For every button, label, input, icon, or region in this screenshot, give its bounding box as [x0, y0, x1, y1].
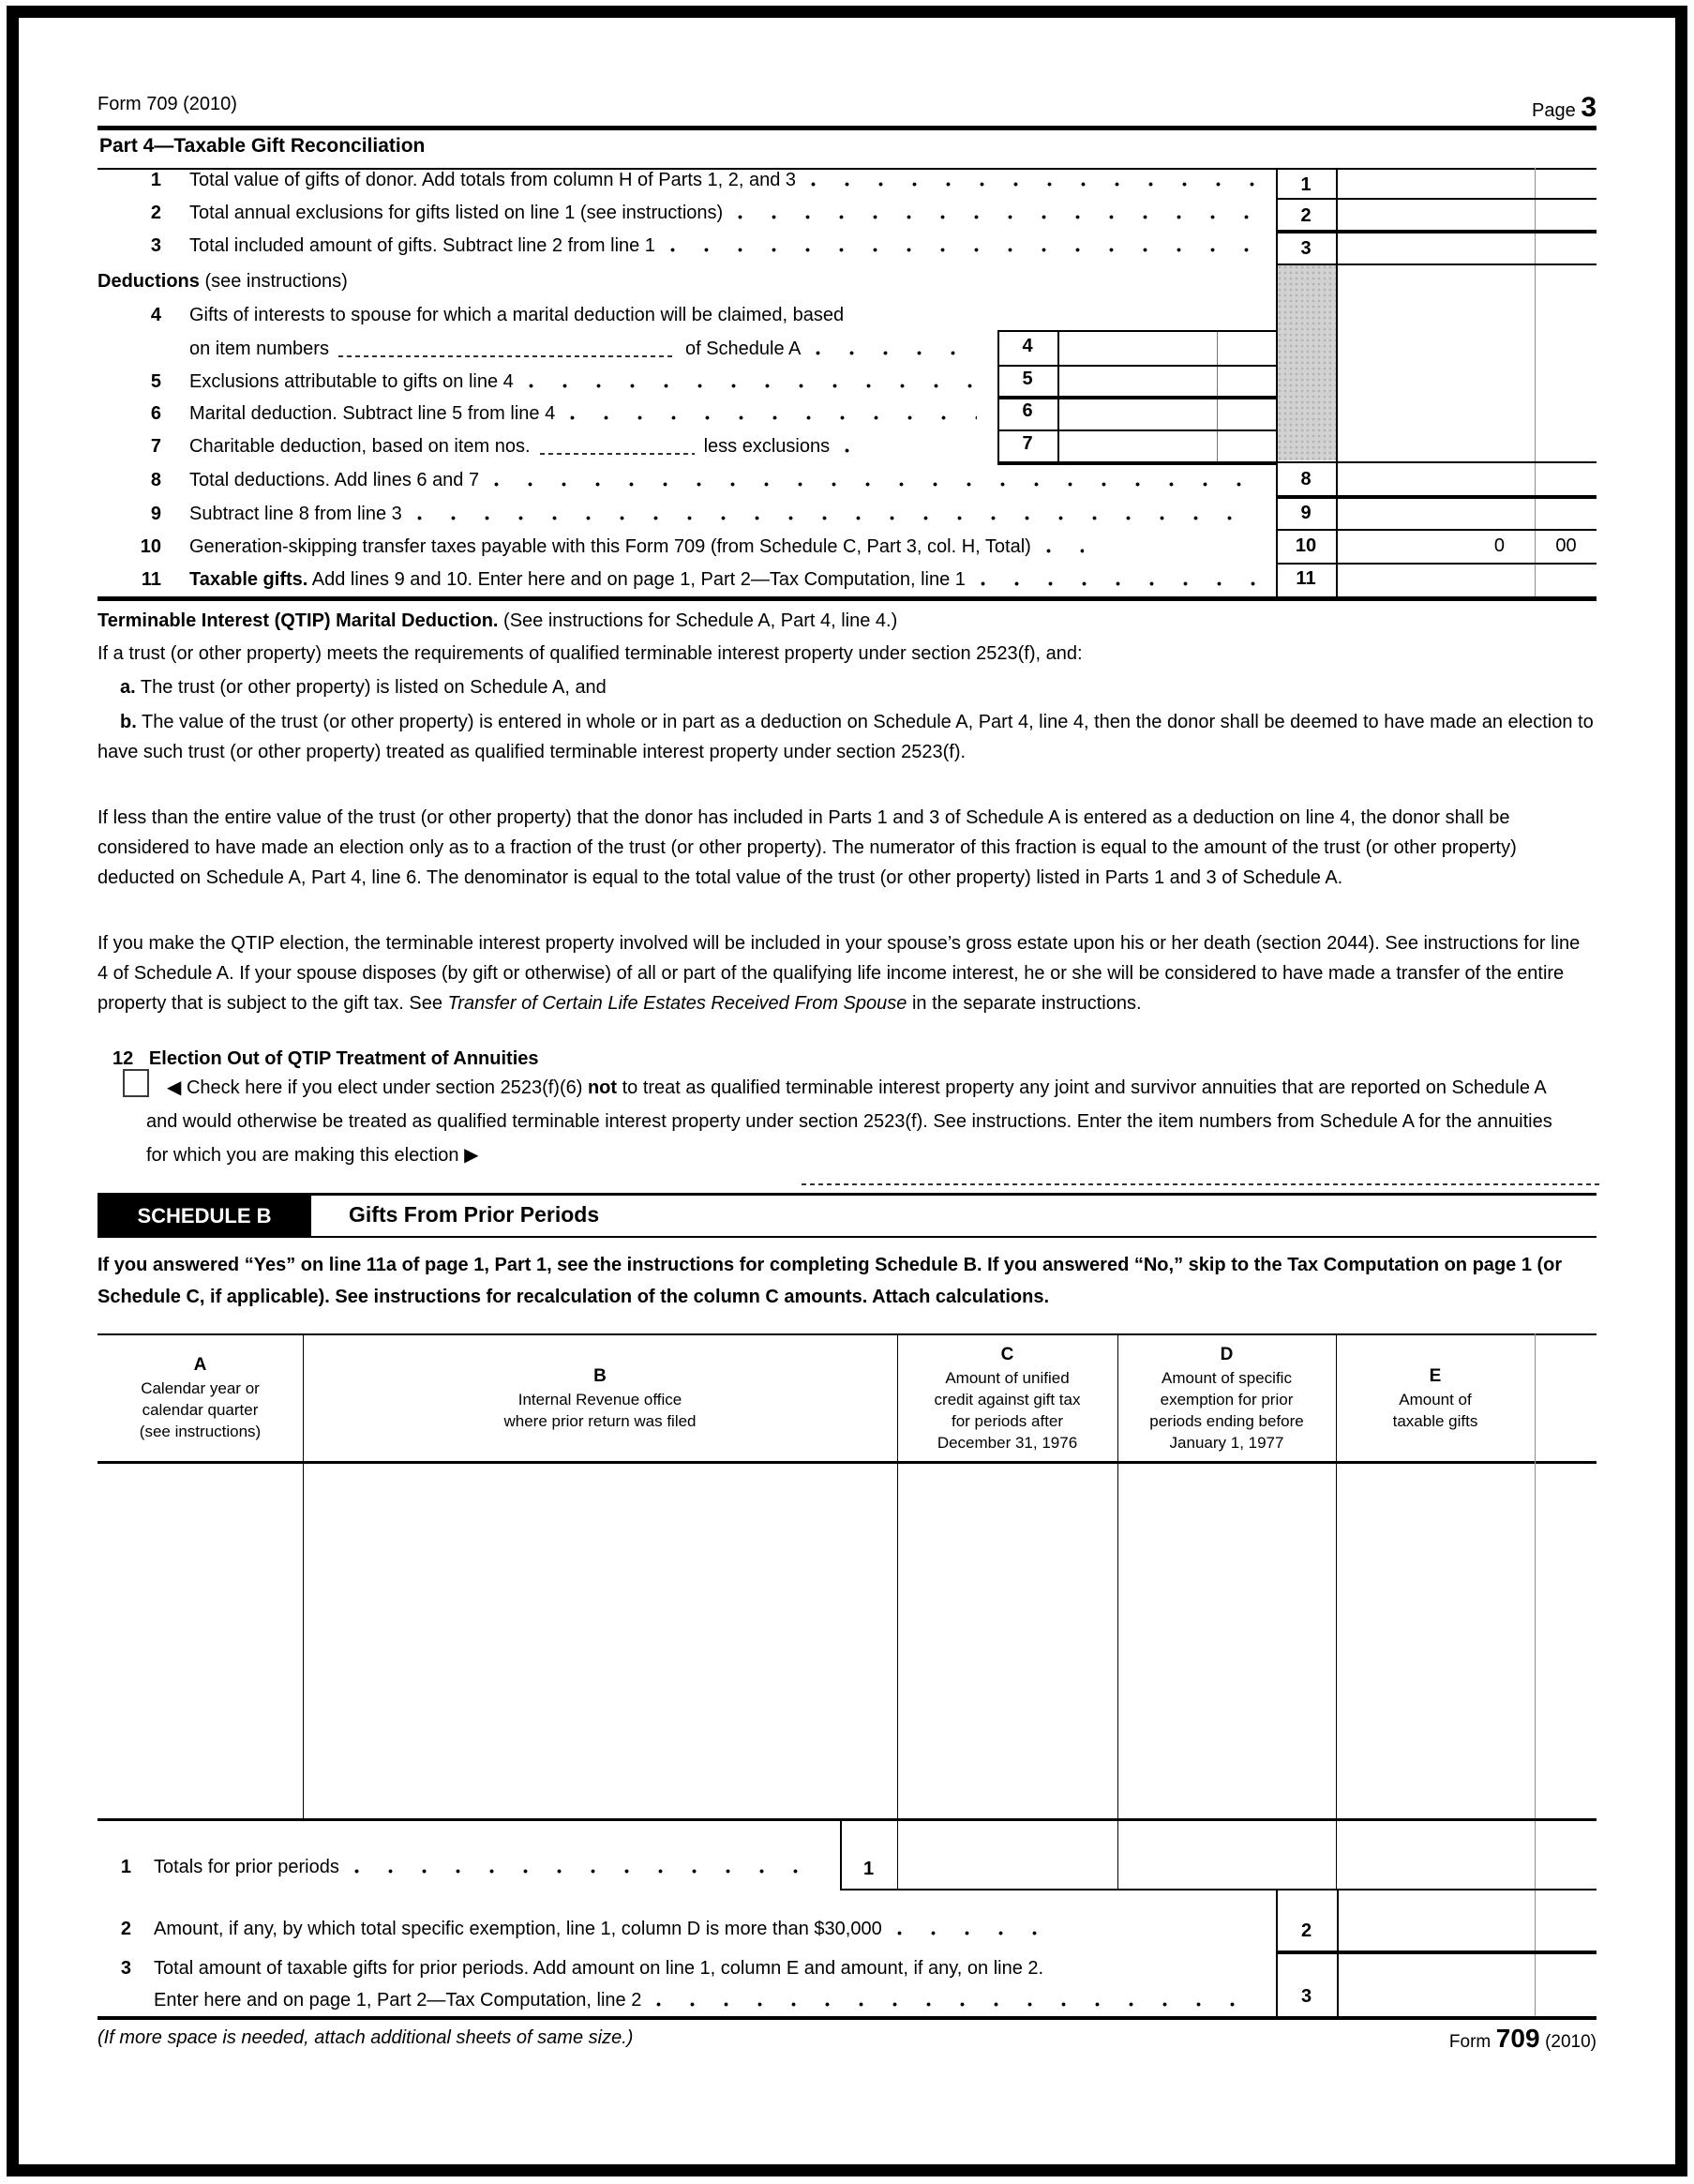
dot-leader [816, 351, 977, 355]
dot-leader [897, 1931, 1057, 1935]
item-a-text: The trust (or other property) is listed on Schedule A, and [135, 677, 607, 698]
part4-row-1 [97, 170, 1266, 191]
line-number: 7 [150, 436, 161, 457]
line-label-bold: Taxable gifts. [189, 569, 308, 590]
line1-box-number: 1 [1300, 174, 1312, 195]
footer-form-word: Form [1448, 2032, 1492, 2052]
qtip-heading-rest: (See instructions for Schedule A, Part 4, line 4.) [498, 610, 898, 631]
part4-title: Part 4—Taxable Gift Reconciliation [99, 135, 426, 157]
item-a-bold: a. [120, 677, 136, 698]
line-label: Subtract line 8 from line 3 [189, 504, 402, 524]
qtip-fraction-paragraph: If less than the entire value of the trust (or other property) that the donor has included in Parts 1 and 3 of Schedule A is entered as a deduction on line 4, the donor shall be considered to have made an election only as to a fraction of the trust (or other property). The numerator of this fraction is equal to the amount of the trust (or other property) deducted on Schedule A, Part 4, line 6. The denominator is equal to the total value of the trust (or other property) listed in Parts 1 and 3 of Schedule A. [97, 807, 1517, 888]
schedule-b-row-3-line1 [97, 1958, 1266, 1980]
grid-line [1276, 198, 1597, 200]
line8-box-number: 8 [1300, 469, 1312, 490]
line-number: 2 [150, 203, 161, 223]
footer-form-number: 709 [1495, 2024, 1540, 2053]
line6-box-number: 6 [1022, 400, 1033, 421]
footer-form-id [1312, 2024, 1597, 2054]
line-label: Charitable deduction, based on item nos. [189, 436, 531, 457]
grid-line [997, 429, 1278, 431]
schedule-b-row-2 [97, 1919, 1266, 1940]
dot-leader [811, 182, 1258, 187]
line11-box-number: 11 [1296, 568, 1316, 589]
grid-line [997, 330, 1278, 332]
line-label: Total amount of taxable gifts for prior periods. Add amount on line 1, column E and amount, if any, on line 2. [154, 1958, 1044, 1979]
column-letter: D [1220, 1344, 1234, 1364]
line-label: Total included amount of gifts. Subtract line 2 from line 1 [189, 235, 655, 256]
dot-leader [656, 2002, 1258, 2007]
column-desc: December 31, 1976 [937, 1433, 1078, 1452]
dot-leader [845, 448, 873, 453]
grid-line [1276, 529, 1597, 531]
line-label: Add lines 9 and 10. Enter here and on page 1, Part 2—Tax Computation, line 1 [307, 569, 966, 590]
line-label: on item numbers [189, 339, 329, 359]
dot-leader [981, 581, 1258, 586]
part4-row-7 [97, 436, 984, 458]
election-text-end: in the separate instructions. [907, 993, 1142, 1014]
dot-leader [417, 516, 1258, 520]
schedule-b-row-3-line2 [97, 1990, 1266, 2011]
column-desc: January 1, 1977 [1169, 1433, 1284, 1452]
page-number: 3 [1581, 92, 1597, 123]
page-indicator [1462, 92, 1597, 124]
line-number: 4 [150, 305, 161, 325]
column-letter: B [593, 1365, 607, 1386]
section-end-rule [97, 596, 1597, 601]
rule [97, 126, 1597, 130]
line-number: 9 [150, 504, 161, 524]
line-label: of Schedule A [684, 339, 802, 359]
line-label: Generation-skipping transfer taxes payable with this Form 709 (from Schedule C, Part 3, col. H, Total) [189, 536, 1031, 557]
line3-box-number: 3 [1300, 238, 1312, 259]
shaded-cell [1278, 265, 1336, 460]
column-letter: A [193, 1355, 207, 1375]
page-word: Page [1532, 100, 1576, 121]
cents-divider [1535, 1333, 1536, 2016]
part4-row-3 [97, 235, 1266, 257]
form-number-header: Form 709 (2010) [97, 94, 237, 114]
column-desc: Internal Revenue office [517, 1390, 682, 1408]
line-label: Exclusions attributable to gifts on line 4 [189, 371, 514, 392]
column-header-c [897, 1335, 1117, 1461]
line10-cents-value[interactable]: 00 [1555, 535, 1577, 556]
schedule-b-line3-box-number: 3 [1300, 1986, 1312, 2007]
line-number: 5 [150, 371, 161, 392]
line10-amount-value[interactable]: 0 [1493, 535, 1505, 556]
part4-row-10 [97, 536, 1266, 558]
qtip-heading [97, 606, 1594, 636]
column-desc: Amount of [1399, 1390, 1472, 1408]
dot-leader [570, 415, 977, 420]
line-label: less exclusions [703, 436, 831, 457]
schedule-b-title: Gifts From Prior Periods [349, 1202, 600, 1227]
grid-line [997, 365, 1278, 367]
election-italic-text: Transfer of Certain Life Estates Received From Spouse [447, 993, 907, 1014]
right-arrow-icon: ▶ [464, 1145, 479, 1166]
dot-leader [494, 482, 1258, 487]
rule [97, 1236, 1597, 1238]
column-desc: Calendar year or [141, 1379, 260, 1397]
part4-row-5 [97, 371, 984, 393]
column-desc: taxable gifts [1392, 1411, 1478, 1430]
deductions-heading [97, 271, 348, 293]
line-label: Enter here and on page 1, Part 2—Tax Computation, line 2 [154, 1990, 642, 2011]
schedule-b-line2-box-number: 2 [1300, 1920, 1312, 1941]
item-nos-blank[interactable] [540, 453, 695, 455]
dot-leader [1046, 549, 1084, 553]
line-number: 3 [120, 1958, 131, 1979]
part4-row-8 [97, 470, 1266, 491]
grid-line [1276, 230, 1597, 233]
column-desc: Amount of unified [945, 1368, 1070, 1387]
line-label: Gifts of interests to spouse for which a marital deduction will be claimed, based [189, 305, 845, 325]
grid-line [1276, 1951, 1597, 1954]
column-desc: where prior return was filed [503, 1411, 697, 1430]
grid-line [897, 1333, 898, 1889]
line-number: 2 [120, 1919, 131, 1939]
line-label: Total value of gifts of donor. Add totals from column H of Parts 1, 2, and 3 [189, 170, 797, 190]
dot-leader [354, 1869, 821, 1874]
column-letter: E [1429, 1365, 1442, 1386]
part4-row-6 [97, 403, 984, 425]
part4-row-11 [97, 569, 1266, 591]
column-desc: credit against gift tax [934, 1390, 1081, 1408]
line10-box-number: 10 [1295, 535, 1317, 556]
part4-row-4-line1 [97, 305, 984, 326]
deductions-note: (see instructions) [199, 271, 348, 292]
column-desc: exemption for prior [1160, 1390, 1294, 1408]
qtip-heading-bold: Terminable Interest (QTIP) Marital Deduction. [97, 610, 499, 631]
part4-row-4-line2 [97, 339, 984, 360]
schedule-b-line1-box-number: 1 [862, 1859, 875, 1879]
part4-row-9 [97, 504, 1266, 525]
qtip-item-a [97, 672, 1594, 702]
check-text: to treat as qualified terminable interest property any joint and survivor annuities that are reported on Schedule A and would otherwise be treated as qualified terminable interest property under section 2523(f). See instructions. Enter the item numbers from Schedule A for the annuities for which you are making this election [146, 1077, 1552, 1166]
election-text: If you make the QTIP election, the terminable interest property involved will be included in your spouse’s gross estate upon his or her death (section 2044). See instructions for line 4 of Schedule A. If your spouse disposes (by gift or otherwise) of all or part of the qualifying life income interest, he or she will be considered to have made a transfer of the entire property that is subject to the gift tax. See [97, 933, 1581, 1014]
dot-leader [738, 215, 1258, 219]
grid-line [840, 1889, 1597, 1890]
grid-line [997, 461, 1278, 465]
line-number: 8 [150, 470, 161, 490]
schedule-b-bottom-rule [97, 2016, 1597, 2020]
column-desc: (see instructions) [139, 1423, 262, 1440]
column-header-d [1117, 1335, 1336, 1461]
line5-box-number: 5 [1022, 369, 1033, 389]
line7-box-number: 7 [1022, 433, 1033, 454]
dot-leader [670, 248, 1258, 252]
grid-line [997, 396, 1278, 399]
line-label: Total deductions. Add lines 6 and 7 [189, 470, 480, 490]
part4-row-2 [97, 203, 1266, 224]
column-letter: C [1000, 1344, 1014, 1364]
line-number: 1 [120, 1857, 131, 1877]
column-desc: Amount of specific [1162, 1368, 1292, 1387]
qtip-item-b [97, 707, 1594, 767]
line-number: 1 [150, 170, 161, 190]
grid-line [1336, 1333, 1337, 1889]
line2-box-number: 2 [1300, 205, 1312, 226]
column-desc: for periods after [951, 1411, 1064, 1430]
line4-box-number: 4 [1022, 336, 1033, 356]
line-number: 3 [150, 235, 161, 256]
column-header-b [303, 1335, 897, 1461]
item-b-bold: b. [120, 712, 137, 732]
item-b-text: The value of the trust (or other property) is entered in whole or in part as a deduction on Schedule A, Part 4, line 4, then the donor shall be deemed to have made an election to have such trust (or other property) treated as qualified terminable interest property under section 2523(f). [97, 712, 1594, 762]
schedule-b-row-1 [97, 1857, 829, 1878]
line-label: Totals for prior periods [154, 1857, 339, 1877]
column-header-e [1336, 1335, 1535, 1461]
line-number: 11 [141, 569, 161, 590]
qtip-intro: If a trust (or other property) meets the requirements of qualified terminable interest property under section 2523(f), and: [97, 643, 1083, 664]
section12-heading [112, 1048, 539, 1070]
footer-form-year: (2010) [1545, 2032, 1597, 2052]
election-item-numbers-blank[interactable] [802, 1183, 1603, 1185]
grid-line [1117, 1333, 1118, 1889]
line-number: 12 [112, 1048, 134, 1069]
line-label: Marital deduction. Subtract line 5 from line 4 [189, 403, 556, 424]
section12-text [146, 1071, 1567, 1172]
grid-line [1276, 461, 1597, 463]
left-arrow-icon: ◀ [167, 1077, 182, 1098]
item-numbers-blank[interactable] [338, 355, 676, 357]
column-header-a [97, 1335, 303, 1461]
line-number: 10 [140, 536, 161, 557]
footer-note: (If more space is needed, attach additional sheets of same size.) [97, 2027, 634, 2048]
column-desc: periods ending before [1149, 1411, 1304, 1430]
check-text: Check here if you elect under section 2523(f)(6) [181, 1077, 588, 1098]
grid-line [1276, 264, 1597, 265]
line-label: Total annual exclusions for gifts listed on line 1 (see instructions) [189, 203, 724, 223]
rule [97, 1193, 1597, 1196]
schedule-b-instructions: If you answered “Yes” on line 11a of page 1, Part 1, see the instructions for completing Schedule B. If you answered “No,” skip to the Tax Computation on page 1 (or Schedule C, if applicable). See instructions for recalculation of the column C amounts. Attach calculations. [97, 1255, 1563, 1307]
check-text-bold: not [587, 1077, 618, 1098]
dot-leader [529, 384, 977, 388]
grid-line [1276, 495, 1597, 499]
qtip-election-checkbox[interactable] [123, 1069, 149, 1097]
column-desc: calendar quarter [142, 1401, 259, 1419]
grid-line [1276, 563, 1597, 565]
grid-line [97, 1818, 1597, 1821]
qtip-election-paragraph [97, 928, 1594, 1018]
section12-title: Election Out of QTIP Treatment of Annuities [148, 1048, 539, 1069]
prior-returns-entry-area[interactable] [304, 1464, 897, 1818]
line-label: Amount, if any, by which total specific exemption, line 1, column D is more than $30,000 [154, 1919, 882, 1939]
deductions-word: Deductions [97, 271, 200, 292]
schedule-b-label: SCHEDULE B [97, 1196, 311, 1236]
line9-box-number: 9 [1300, 503, 1312, 523]
line-number: 6 [150, 403, 161, 424]
